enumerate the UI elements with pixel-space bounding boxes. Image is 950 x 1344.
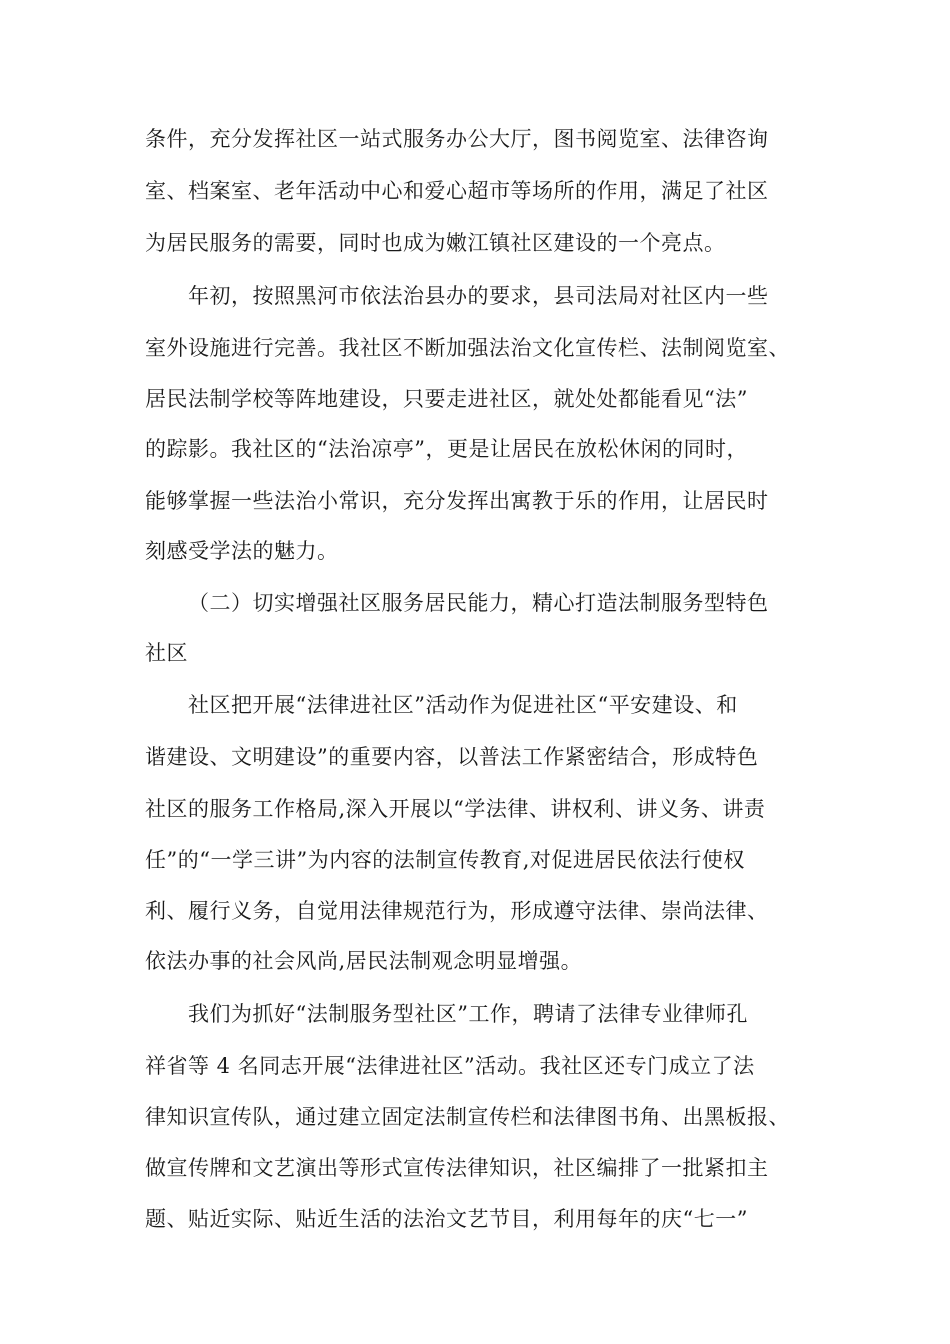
text-line: 室、档案室、老年活动中心和爱心超市等场所的作用，满足了社区 bbox=[145, 179, 769, 203]
text-line: 题、贴近实际、贴近生活的法治文艺节目，利用每年的庆“七一” bbox=[145, 1207, 748, 1231]
section-heading: （二）切实增强社区服务居民能力，精心打造法制服务型特色 bbox=[188, 591, 769, 615]
text-line: 能够掌握一些法治小常识，充分发挥出寓教于乐的作用，让居民时 bbox=[145, 489, 769, 513]
section-heading-continued: 社区 bbox=[145, 641, 188, 665]
paragraph-first-line: 年初，按照黑河市依法治县办的要求，县司法局对社区内一些 bbox=[188, 284, 769, 308]
text-line: 任”的“一学三讲”为内容的法制宣传教育,对促进居民依法行使权 bbox=[145, 848, 745, 872]
text-line: 利、履行义务，自觉用法律规范行为，形成遵守法律、崇尚法律、 bbox=[145, 899, 769, 923]
text-line: 的踪影。我社区的“法治凉亭”，更是让居民在放松休闲的同时， bbox=[145, 437, 748, 461]
text-line: 室外设施进行完善。我社区不断加强法治文化宣传栏、法制阅览室、 bbox=[145, 336, 790, 360]
text-line: 居民法制学校等阵地建设，只要走进社区，就处处都能看见“法” bbox=[145, 387, 748, 411]
text-line: 做宣传牌和文艺演出等形式宣传法律知识，社区编排了一批紧扣主 bbox=[145, 1156, 769, 1180]
paragraph-first-line: 社区把开展“法律进社区”活动作为促进社区“平安建设、和 bbox=[188, 693, 738, 717]
text-line: 刻感受学法的魅力。 bbox=[145, 539, 339, 563]
text-line: 谐建设、文明建设”的重要内容，以普法工作紧密结合，形成特色 bbox=[145, 745, 759, 769]
paragraph-first-line: 我们为抓好“法制服务型社区”工作，聘请了法律专业律师孔 bbox=[188, 1002, 748, 1026]
text-line: 条件，充分发挥社区一站式服务办公大厅，图书阅览室、法律咨询 bbox=[145, 127, 769, 151]
text-line: 依法办事的社会风尚,居民法制观念明显增强。 bbox=[145, 949, 583, 973]
text-line: 为居民服务的需要，同时也成为嫩江镇社区建设的一个亮点。 bbox=[145, 231, 726, 255]
text-line: 律知识宣传队，通过建立固定法制宣传栏和法律图书角、出黑板报、 bbox=[145, 1105, 790, 1129]
text-line: 社区的服务工作格局,深入开展以“学法律、讲权利、讲义务、讲责 bbox=[145, 797, 766, 821]
text-line: 祥省等 4 名同志开展“法律进社区”活动。我社区还专门成立了法 bbox=[145, 1054, 755, 1078]
